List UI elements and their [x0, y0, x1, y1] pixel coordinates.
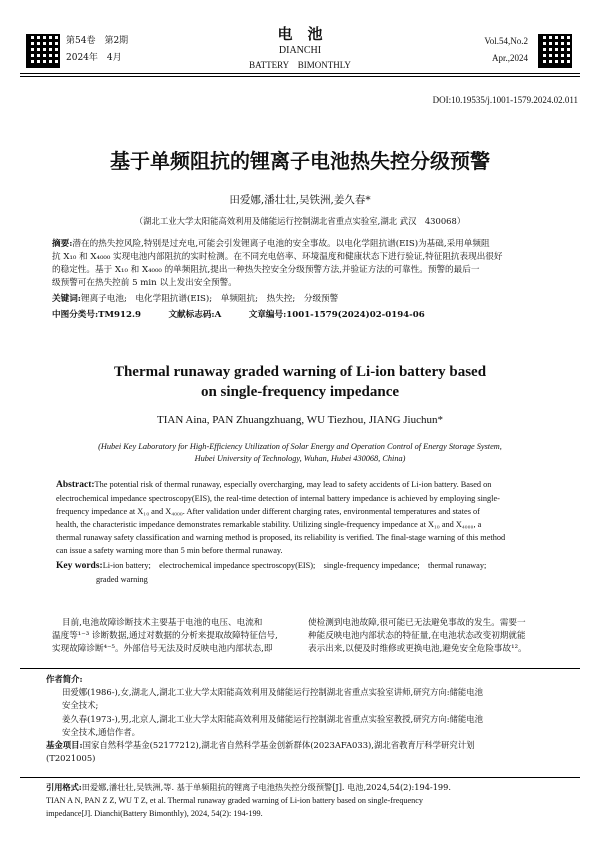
en-title-line: on single-frequency impedance [200, 384, 400, 400]
cn-keywords-label: 关键词: [52, 294, 81, 304]
en-affiliation-line: Hubei University of Technology, Wuhan, Hubei 430068, China) [194, 454, 406, 463]
journal-cn: 电 池 [277, 25, 323, 43]
qr-code-right-icon [538, 34, 572, 68]
en-abstract [56, 478, 552, 586]
en-abstract-line: thermal runaway safety classification and warning method is proposed, its reliability is verified. The final-stage warning of this method [56, 533, 506, 542]
citation-rule [20, 777, 580, 778]
cn-abstract-label: 摘要: [52, 239, 73, 249]
cn-authors: 田爱娜,潘壮壮,吴铁洲,姜久春* [229, 194, 371, 206]
author1-line: 安全技术; [62, 700, 99, 711]
intro-right-line: 使检测到电池故障,很可能已无法避免事故的发生。需要一 [308, 618, 526, 628]
header-rule [20, 73, 580, 74]
intro-left-column [52, 617, 292, 656]
en-title-line: Thermal runaway graded warning of Li-ion battery based [113, 364, 487, 380]
citation [46, 781, 560, 820]
cn-clc: 中图分类号:TM912.9 [52, 310, 141, 320]
cn-article-no: 文章编号:1001-1579(2024)02-0194-06 [248, 310, 425, 320]
en-authors: TIAN Aina, PAN Zhuangzhuang, WU Tiezhou, JIANG Jiuchun* [157, 414, 443, 426]
en-affiliation-line: (Hubei Key Laboratory for High-Efficiency Utilization of Solar Energy and Operation Control of Energy Storage System, [98, 442, 502, 451]
cn-abstract-line: 潜在的热失控风险,特别是过充电,可能会引发锂离子电池的安全事故。以电化学阻抗谱(EIS)为基础,采用单频阻 [72, 239, 490, 249]
en-title [0, 362, 600, 402]
cn-abstract-line: 级预警可在热失控前 5 min 以上发出安全预警。 [52, 278, 237, 288]
author-info-label: 作者简介: [46, 674, 83, 684]
footer-notes [46, 673, 560, 765]
en-abstract-label: Abstract: [56, 480, 95, 490]
intro-left-line: 目前,电池故障诊断技术主要基于电池的电压、电流和 [62, 618, 263, 628]
cn-keywords: 锂离子电池; 电化学阻抗谱(EIS); 单频阻抗; 热失控; 分级预警 [80, 294, 339, 304]
intro-right-line: 种能反映电池内部状态的特征量,在电池状态改变初期就能 [308, 631, 526, 641]
journal-en: BATTERY BIMONTHLY [249, 60, 351, 70]
cn-abstract-line: 抗 X₁₀ 和 X₄₀₀₀ 实现电池内部阻抗的实时检测。在不同充电倍率、环境温度和健康状态下进行验证,特征阻抗表现出很好 [52, 252, 503, 262]
fund-line: (T2021005) [46, 753, 96, 764]
en-keywords-line: graded warning [96, 575, 148, 584]
fund-label: 基金项目: [46, 740, 83, 751]
footer-rule [20, 668, 580, 669]
en-abstract-line: frequency impedance at X₁₀ and X₄₀₀₀. After validation under different charging rates, environmental temperatures and states of [56, 507, 480, 516]
journal-pinyin: DIANCHI [278, 45, 322, 56]
cn-abstract [52, 238, 552, 322]
fund-line: 国家自然科学基金(52177212),湖北省自然科学基金创新群体(2023AFA033),湖北省教育厅科学研究计划 [82, 740, 475, 751]
cn-doc-code: 文献标志码:A [168, 310, 222, 320]
cn-title: 基于单频阻抗的锂离子电池热失控分级预警 [110, 149, 490, 173]
volume-cn: 第54卷 第2期 [66, 36, 129, 46]
author2-line: 安全技术,通信作者。 [62, 726, 141, 737]
date-cn: 2024年 4月 [66, 53, 122, 63]
doi: DOI:10.19535/j.1001-1579.2024.02.011 [432, 95, 578, 105]
header-rule-thin [20, 76, 580, 77]
date-en: Apr.,2024 [492, 53, 528, 63]
cn-abstract-line: 的稳定性。基于 X₁₀ 和 X₄₀₀₀ 的单频阻抗,提出一种热失控安全分级预警方法,并验证方法的可靠性。预警的最后一 [52, 265, 480, 275]
cite-label: 引用格式: [46, 782, 82, 792]
en-keywords-label: Key words: [56, 561, 103, 571]
volume-en: Vol.54,No.2 [484, 36, 528, 46]
intro-right-line: 表示出来,以便及时维修或更换电池,避免安全危险事故¹²。 [308, 644, 527, 654]
cite-en-line: TIAN A N, PAN Z Z, WU T Z, et al. Thermal runaway graded warning of Li-ion battery based on single-frequency [46, 796, 423, 805]
author1-line: 田爱娜(1986-),女,湖北人,湖北工业大学太阳能高效利用及储能运行控制湖北省重点实验室讲师,研究方向:储能电池 [62, 687, 484, 698]
en-abstract-line: can issue a safety warning more than 5 min before thermal runaway. [56, 546, 283, 555]
cn-affiliation: （湖北工业大学太阳能高效利用及储能运行控制湖北省重点实验室,湖北 武汉 430068） [134, 216, 466, 226]
en-abstract-line: electrochemical impedance spectroscopy(EIS), the real-time detection of internal battery impedance is achieved by employing single- [56, 494, 500, 503]
cite-en-line: impedance[J]. Dianchi(Battery Bimonthly), 2024, 54(2): 194-199. [46, 809, 263, 818]
qr-code-left-icon [26, 34, 60, 68]
en-keywords-line: Li-ion battery; electrochemical impedance spectroscopy(EIS); single-frequency impedance; thermal runaway; [102, 561, 487, 570]
intro-left-line: 实现故障诊断⁴⁻⁵。外部信号无法及时反映电池内部状态,即 [52, 644, 273, 654]
author2-line: 姜久春(1973-),男,北京人,湖北工业大学太阳能高效利用及储能运行控制湖北省重点实验室教授,研究方向:储能电池 [62, 713, 484, 724]
en-affiliation [0, 441, 600, 465]
intro-left-line: 温度等¹⁻³ 诊断数据,通过对数据的分析来提取故障特征信号, [52, 631, 278, 641]
intro-right-column [308, 617, 556, 656]
en-abstract-line: The potential risk of thermal runaway, especially overcharging, may lead to safety accidents of Li-ion battery. Based on [94, 480, 492, 489]
en-abstract-line: health, the characteristic impedance demonstrates remarkable stability. Utilizing single-frequency impedance at X₁₀ and X₄₀₀₀, a [56, 520, 482, 529]
cite-cn: 田爱娜,潘壮壮,吴铁洲,等. 基于单频阻抗的锂离子电池热失控分级预警[J]. 电池,2024,54(2):194-199. [81, 782, 451, 792]
